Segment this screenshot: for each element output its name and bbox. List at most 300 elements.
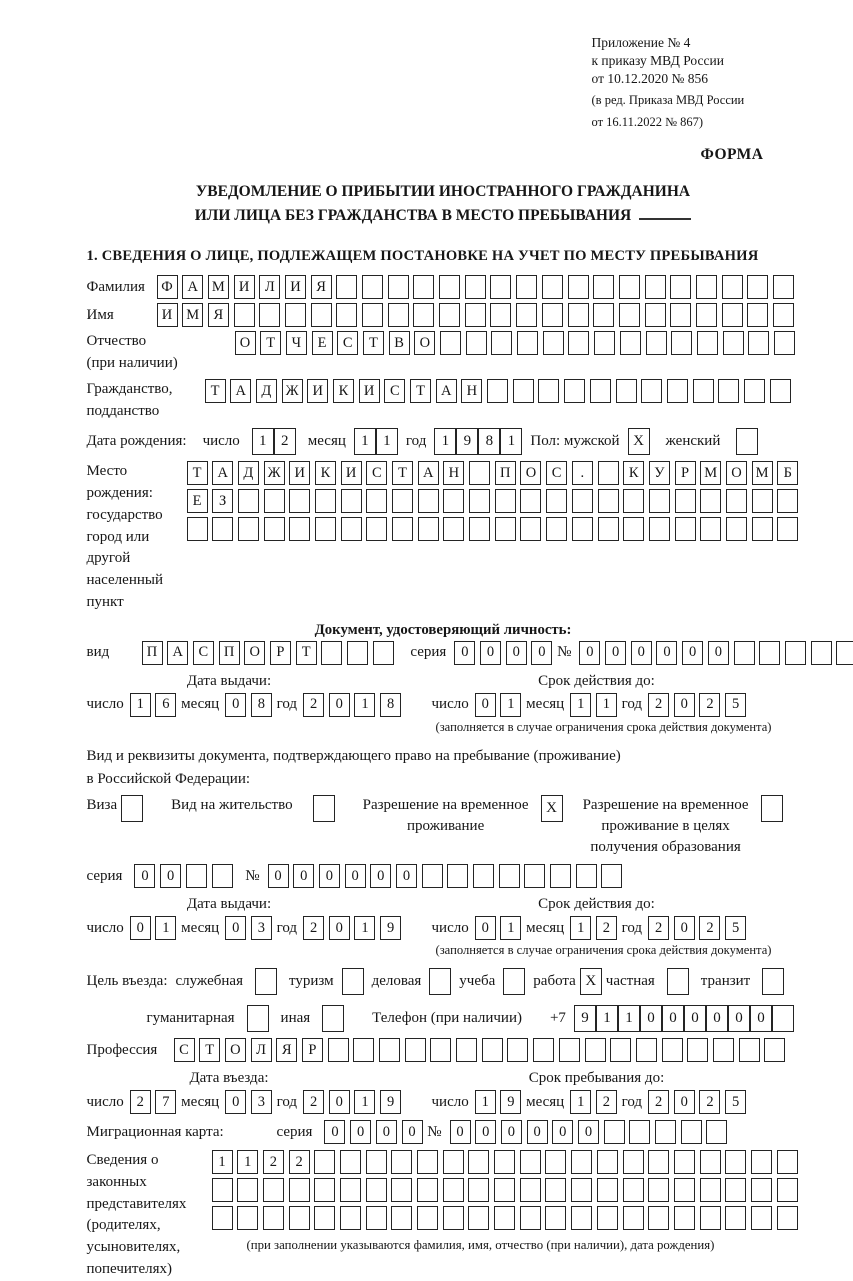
- profession-char-cell[interactable]: [687, 1038, 708, 1062]
- id-number-cell[interactable]: 0: [605, 641, 626, 665]
- representatives-char-cell[interactable]: [571, 1150, 592, 1174]
- surname-char-cell[interactable]: [465, 275, 486, 299]
- entry-month-cell[interactable]: 3: [251, 1090, 272, 1114]
- id-number-cell[interactable]: 0: [708, 641, 729, 665]
- stay-number-cell[interactable]: [550, 864, 571, 888]
- stay-number-cell[interactable]: [499, 864, 520, 888]
- representatives-char-cell[interactable]: [520, 1150, 541, 1174]
- id-kind-char-cell[interactable]: С: [193, 641, 214, 665]
- id-issue-day-cell[interactable]: 1: [130, 693, 151, 717]
- id-number-cell[interactable]: [811, 641, 832, 665]
- phone-digit-cell[interactable]: 0: [662, 1005, 684, 1032]
- firstname-char-cell[interactable]: [259, 303, 280, 327]
- patronymic-char-cell[interactable]: [774, 331, 795, 355]
- profession-char-cell[interactable]: Т: [199, 1038, 220, 1062]
- patronymic-char-cell[interactable]: [568, 331, 589, 355]
- stay-number-cell[interactable]: [422, 864, 443, 888]
- birth-place-char-cell[interactable]: [675, 517, 696, 541]
- citizenship-char-cell[interactable]: [538, 379, 559, 403]
- migration-number-cell[interactable]: 0: [450, 1120, 471, 1144]
- phone-digit-cell[interactable]: 1: [596, 1005, 618, 1032]
- patronymic-char-cell[interactable]: [671, 331, 692, 355]
- representatives-char-cell[interactable]: [417, 1206, 438, 1230]
- representatives-char-cell[interactable]: [571, 1206, 592, 1230]
- stay-until-day-cell[interactable]: 1: [475, 1090, 496, 1114]
- birth-place-char-cell[interactable]: [315, 489, 336, 513]
- migration-series-cell[interactable]: 0: [376, 1120, 397, 1144]
- representatives-char-cell[interactable]: [494, 1178, 515, 1202]
- firstname-char-cell[interactable]: [645, 303, 666, 327]
- representatives-char-cell[interactable]: [366, 1206, 387, 1230]
- citizenship-char-cell[interactable]: Н: [461, 379, 482, 403]
- stay-issue-year-cell[interactable]: 0: [329, 916, 350, 940]
- profession-char-cell[interactable]: [328, 1038, 349, 1062]
- birth-year-cell[interactable]: 1: [434, 428, 456, 455]
- purpose-private-checkbox-cell[interactable]: [667, 968, 689, 995]
- profession-char-cell[interactable]: [456, 1038, 477, 1062]
- profession-char-cell[interactable]: [405, 1038, 426, 1062]
- birth-place-char-cell[interactable]: И: [341, 461, 362, 485]
- stay-series-cell[interactable]: [186, 864, 207, 888]
- birth-place-char-cell[interactable]: [649, 489, 670, 513]
- profession-char-cell[interactable]: Л: [251, 1038, 272, 1062]
- birth-place-char-cell[interactable]: [469, 461, 490, 485]
- representatives-char-cell[interactable]: [700, 1178, 721, 1202]
- representatives-char-cell[interactable]: [212, 1178, 233, 1202]
- citizenship-char-cell[interactable]: А: [436, 379, 457, 403]
- stay-until-day-cell[interactable]: 9: [500, 1090, 521, 1114]
- surname-char-cell[interactable]: Ф: [157, 275, 178, 299]
- profession-char-cell[interactable]: О: [225, 1038, 246, 1062]
- representatives-char-cell[interactable]: [623, 1150, 644, 1174]
- firstname-char-cell[interactable]: [773, 303, 794, 327]
- id-number-cell[interactable]: [759, 641, 780, 665]
- surname-char-cell[interactable]: [619, 275, 640, 299]
- stay-number-cell[interactable]: [447, 864, 468, 888]
- stay-valid-month-cell[interactable]: 1: [570, 916, 591, 940]
- representatives-char-cell[interactable]: [700, 1150, 721, 1174]
- birth-place-char-cell[interactable]: П: [495, 461, 516, 485]
- birth-year-cell[interactable]: 8: [478, 428, 500, 455]
- purpose-work-checkbox-cell[interactable]: X: [580, 968, 602, 995]
- birth-place-char-cell[interactable]: Т: [187, 461, 208, 485]
- citizenship-char-cell[interactable]: [693, 379, 714, 403]
- stay-until-year-cell[interactable]: 2: [699, 1090, 720, 1114]
- id-kind-char-cell[interactable]: Р: [270, 641, 291, 665]
- firstname-char-cell[interactable]: [388, 303, 409, 327]
- profession-char-cell[interactable]: Р: [302, 1038, 323, 1062]
- representatives-char-cell[interactable]: [623, 1206, 644, 1230]
- stay-valid-day-cell[interactable]: 0: [475, 916, 496, 940]
- birth-place-char-cell[interactable]: [520, 489, 541, 513]
- surname-char-cell[interactable]: [413, 275, 434, 299]
- representatives-char-cell[interactable]: [289, 1206, 310, 1230]
- patronymic-char-cell[interactable]: [646, 331, 667, 355]
- entry-year-cell[interactable]: 2: [303, 1090, 324, 1114]
- birth-place-char-cell[interactable]: [315, 517, 336, 541]
- birth-place-char-cell[interactable]: [341, 517, 362, 541]
- id-series-cell[interactable]: 0: [480, 641, 501, 665]
- migration-number-cell[interactable]: [629, 1120, 650, 1144]
- surname-char-cell[interactable]: [568, 275, 589, 299]
- purpose-transit-checkbox-cell[interactable]: [762, 968, 784, 995]
- id-number-cell[interactable]: 0: [682, 641, 703, 665]
- entry-year-cell[interactable]: 0: [329, 1090, 350, 1114]
- phone-digit-cell[interactable]: [772, 1005, 794, 1032]
- profession-char-cell[interactable]: Я: [276, 1038, 297, 1062]
- id-valid-day-cell[interactable]: 1: [500, 693, 521, 717]
- stay-number-cell[interactable]: [576, 864, 597, 888]
- profession-char-cell[interactable]: [739, 1038, 760, 1062]
- representatives-char-cell[interactable]: [545, 1178, 566, 1202]
- birth-place-char-cell[interactable]: [418, 489, 439, 513]
- id-number-cell[interactable]: [734, 641, 755, 665]
- birth-place-char-cell[interactable]: З: [212, 489, 233, 513]
- birth-place-char-cell[interactable]: [572, 489, 593, 513]
- birth-place-char-cell[interactable]: С: [546, 461, 567, 485]
- patronymic-char-cell[interactable]: В: [389, 331, 410, 355]
- stay-series-cell[interactable]: 0: [160, 864, 181, 888]
- birth-place-char-cell[interactable]: Ж: [264, 461, 285, 485]
- birth-place-char-cell[interactable]: М: [700, 461, 721, 485]
- birth-place-char-cell[interactable]: [546, 489, 567, 513]
- firstname-char-cell[interactable]: [439, 303, 460, 327]
- firstname-char-cell[interactable]: [311, 303, 332, 327]
- birth-place-char-cell[interactable]: [777, 517, 798, 541]
- sex-male-checkbox-cell[interactable]: X: [628, 428, 650, 455]
- entry-year-cell[interactable]: 9: [380, 1090, 401, 1114]
- birth-place-char-cell[interactable]: [572, 517, 593, 541]
- stay-number-cell[interactable]: 0: [319, 864, 340, 888]
- id-issue-year-cell[interactable]: 1: [354, 693, 375, 717]
- migration-series-cell[interactable]: 0: [402, 1120, 423, 1144]
- firstname-char-cell[interactable]: [413, 303, 434, 327]
- stay-valid-month-cell[interactable]: 2: [596, 916, 617, 940]
- patronymic-char-cell[interactable]: [543, 331, 564, 355]
- stay-until-year-cell[interactable]: 5: [725, 1090, 746, 1114]
- id-valid-year-cell[interactable]: 2: [648, 693, 669, 717]
- profession-char-cell[interactable]: [507, 1038, 528, 1062]
- id-issue-month-cell[interactable]: 0: [225, 693, 246, 717]
- birth-place-char-cell[interactable]: К: [315, 461, 336, 485]
- birth-place-char-cell[interactable]: [726, 517, 747, 541]
- migration-series-cell[interactable]: 0: [350, 1120, 371, 1144]
- id-series-cell[interactable]: 0: [531, 641, 552, 665]
- phone-digit-cell[interactable]: 1: [618, 1005, 640, 1032]
- birth-year-cell[interactable]: 9: [456, 428, 478, 455]
- birth-place-char-cell[interactable]: [212, 517, 233, 541]
- representatives-char-cell[interactable]: [674, 1178, 695, 1202]
- birth-day-cell[interactable]: 1: [252, 428, 274, 455]
- firstname-char-cell[interactable]: [722, 303, 743, 327]
- patronymic-char-cell[interactable]: [697, 331, 718, 355]
- stay-issue-year-cell[interactable]: 1: [354, 916, 375, 940]
- birth-place-char-cell[interactable]: [675, 489, 696, 513]
- stay-issue-month-cell[interactable]: 0: [225, 916, 246, 940]
- patronymic-char-cell[interactable]: [723, 331, 744, 355]
- firstname-char-cell[interactable]: [465, 303, 486, 327]
- patronymic-char-cell[interactable]: [491, 331, 512, 355]
- citizenship-char-cell[interactable]: [744, 379, 765, 403]
- representatives-char-cell[interactable]: [700, 1206, 721, 1230]
- citizenship-char-cell[interactable]: С: [384, 379, 405, 403]
- citizenship-char-cell[interactable]: И: [359, 379, 380, 403]
- representatives-char-cell[interactable]: [340, 1206, 361, 1230]
- representatives-char-cell[interactable]: [391, 1178, 412, 1202]
- birth-place-char-cell[interactable]: [623, 489, 644, 513]
- representatives-char-cell[interactable]: 1: [212, 1150, 233, 1174]
- entry-year-cell[interactable]: 1: [354, 1090, 375, 1114]
- id-kind-char-cell[interactable]: П: [142, 641, 163, 665]
- representatives-char-cell[interactable]: [289, 1178, 310, 1202]
- stay-until-month-cell[interactable]: 1: [570, 1090, 591, 1114]
- surname-char-cell[interactable]: [362, 275, 383, 299]
- firstname-char-cell[interactable]: И: [157, 303, 178, 327]
- representatives-char-cell[interactable]: [520, 1206, 541, 1230]
- birth-place-char-cell[interactable]: [598, 461, 619, 485]
- id-issue-year-cell[interactable]: 8: [380, 693, 401, 717]
- representatives-char-cell[interactable]: [443, 1178, 464, 1202]
- surname-char-cell[interactable]: [336, 275, 357, 299]
- patronymic-char-cell[interactable]: Ч: [286, 331, 307, 355]
- firstname-char-cell[interactable]: [670, 303, 691, 327]
- profession-char-cell[interactable]: [353, 1038, 374, 1062]
- purpose-tourism-checkbox-cell[interactable]: [342, 968, 364, 995]
- stay-issue-day-cell[interactable]: 0: [130, 916, 151, 940]
- surname-char-cell[interactable]: [593, 275, 614, 299]
- temporary-residence-checkbox-cell[interactable]: X: [541, 795, 563, 822]
- citizenship-char-cell[interactable]: Т: [410, 379, 431, 403]
- profession-char-cell[interactable]: [662, 1038, 683, 1062]
- profession-char-cell[interactable]: [559, 1038, 580, 1062]
- patronymic-char-cell[interactable]: С: [337, 331, 358, 355]
- birth-place-char-cell[interactable]: У: [649, 461, 670, 485]
- birth-place-char-cell[interactable]: [777, 489, 798, 513]
- stay-number-cell[interactable]: 0: [345, 864, 366, 888]
- id-number-cell[interactable]: [785, 641, 806, 665]
- representatives-char-cell[interactable]: [674, 1150, 695, 1174]
- migration-number-cell[interactable]: 0: [552, 1120, 573, 1144]
- stay-number-cell[interactable]: 0: [370, 864, 391, 888]
- id-issue-day-cell[interactable]: 6: [155, 693, 176, 717]
- citizenship-char-cell[interactable]: К: [333, 379, 354, 403]
- id-number-cell[interactable]: 0: [579, 641, 600, 665]
- id-number-cell[interactable]: 0: [656, 641, 677, 665]
- birth-place-char-cell[interactable]: Б: [777, 461, 798, 485]
- phone-digit-cell[interactable]: 0: [750, 1005, 772, 1032]
- surname-char-cell[interactable]: И: [234, 275, 255, 299]
- birth-place-char-cell[interactable]: [598, 489, 619, 513]
- stay-series-cell[interactable]: [212, 864, 233, 888]
- surname-char-cell[interactable]: Я: [311, 275, 332, 299]
- id-series-cell[interactable]: 0: [506, 641, 527, 665]
- surname-char-cell[interactable]: [516, 275, 537, 299]
- id-issue-month-cell[interactable]: 8: [251, 693, 272, 717]
- stay-number-cell[interactable]: [524, 864, 545, 888]
- visa-checkbox-cell[interactable]: [121, 795, 143, 822]
- representatives-char-cell[interactable]: [545, 1150, 566, 1174]
- id-kind-char-cell[interactable]: [347, 641, 368, 665]
- birth-place-char-cell[interactable]: [392, 517, 413, 541]
- birth-place-char-cell[interactable]: [495, 489, 516, 513]
- stay-issue-month-cell[interactable]: 3: [251, 916, 272, 940]
- id-valid-day-cell[interactable]: 0: [475, 693, 496, 717]
- citizenship-char-cell[interactable]: [487, 379, 508, 403]
- citizenship-char-cell[interactable]: Ж: [282, 379, 303, 403]
- firstname-char-cell[interactable]: [696, 303, 717, 327]
- birth-place-char-cell[interactable]: М: [752, 461, 773, 485]
- birth-month-cell[interactable]: 1: [376, 428, 398, 455]
- representatives-char-cell[interactable]: [212, 1206, 233, 1230]
- patronymic-char-cell[interactable]: [517, 331, 538, 355]
- representatives-char-cell[interactable]: [263, 1178, 284, 1202]
- phone-digit-cell[interactable]: 9: [574, 1005, 596, 1032]
- id-number-cell[interactable]: [836, 641, 853, 665]
- birth-place-char-cell[interactable]: [623, 517, 644, 541]
- representatives-char-cell[interactable]: [648, 1150, 669, 1174]
- firstname-char-cell[interactable]: [490, 303, 511, 327]
- patronymic-char-cell[interactable]: Т: [363, 331, 384, 355]
- representatives-char-cell[interactable]: [777, 1150, 798, 1174]
- phone-digit-cell[interactable]: 0: [640, 1005, 662, 1032]
- birth-place-char-cell[interactable]: [443, 489, 464, 513]
- id-kind-char-cell[interactable]: П: [219, 641, 240, 665]
- birth-place-char-cell[interactable]: Е: [187, 489, 208, 513]
- birth-place-char-cell[interactable]: [546, 517, 567, 541]
- migration-number-cell[interactable]: [604, 1120, 625, 1144]
- patronymic-char-cell[interactable]: [620, 331, 641, 355]
- id-issue-year-cell[interactable]: 2: [303, 693, 324, 717]
- representatives-char-cell[interactable]: 1: [237, 1150, 258, 1174]
- residence-permit-checkbox-cell[interactable]: [313, 795, 335, 822]
- representatives-char-cell[interactable]: [366, 1178, 387, 1202]
- profession-char-cell[interactable]: [636, 1038, 657, 1062]
- birth-place-char-cell[interactable]: [469, 489, 490, 513]
- surname-char-cell[interactable]: Л: [259, 275, 280, 299]
- citizenship-char-cell[interactable]: А: [230, 379, 251, 403]
- birth-place-char-cell[interactable]: [392, 489, 413, 513]
- birth-place-char-cell[interactable]: [289, 489, 310, 513]
- purpose-official-checkbox-cell[interactable]: [255, 968, 277, 995]
- surname-char-cell[interactable]: [542, 275, 563, 299]
- birth-place-char-cell[interactable]: [520, 517, 541, 541]
- stay-until-year-cell[interactable]: 0: [674, 1090, 695, 1114]
- id-kind-char-cell[interactable]: [373, 641, 394, 665]
- representatives-char-cell[interactable]: [648, 1206, 669, 1230]
- profession-char-cell[interactable]: С: [174, 1038, 195, 1062]
- birth-place-char-cell[interactable]: Н: [443, 461, 464, 485]
- citizenship-char-cell[interactable]: Д: [256, 379, 277, 403]
- migration-number-cell[interactable]: [706, 1120, 727, 1144]
- sex-female-checkbox-cell[interactable]: [736, 428, 758, 455]
- id-series-cell[interactable]: 0: [454, 641, 475, 665]
- profession-char-cell[interactable]: [430, 1038, 451, 1062]
- representatives-char-cell[interactable]: [674, 1206, 695, 1230]
- migration-number-cell[interactable]: 0: [501, 1120, 522, 1144]
- citizenship-char-cell[interactable]: [770, 379, 791, 403]
- entry-month-cell[interactable]: 0: [225, 1090, 246, 1114]
- birth-place-char-cell[interactable]: [366, 517, 387, 541]
- stay-series-cell[interactable]: 0: [134, 864, 155, 888]
- representatives-char-cell[interactable]: [443, 1150, 464, 1174]
- citizenship-char-cell[interactable]: [616, 379, 637, 403]
- representatives-char-cell[interactable]: [340, 1150, 361, 1174]
- firstname-char-cell[interactable]: [568, 303, 589, 327]
- birth-place-char-cell[interactable]: [341, 489, 362, 513]
- representatives-char-cell[interactable]: [725, 1206, 746, 1230]
- representatives-char-cell[interactable]: [494, 1150, 515, 1174]
- surname-char-cell[interactable]: [439, 275, 460, 299]
- citizenship-char-cell[interactable]: [564, 379, 585, 403]
- representatives-char-cell[interactable]: [366, 1150, 387, 1174]
- birth-place-char-cell[interactable]: [238, 517, 259, 541]
- phone-digit-cell[interactable]: 0: [728, 1005, 750, 1032]
- phone-digit-cell[interactable]: 0: [706, 1005, 728, 1032]
- representatives-char-cell[interactable]: [725, 1150, 746, 1174]
- representatives-char-cell[interactable]: [777, 1178, 798, 1202]
- migration-number-cell[interactable]: 0: [475, 1120, 496, 1144]
- surname-char-cell[interactable]: [722, 275, 743, 299]
- representatives-char-cell[interactable]: [314, 1206, 335, 1230]
- citizenship-char-cell[interactable]: [513, 379, 534, 403]
- birth-place-char-cell[interactable]: [598, 517, 619, 541]
- birth-place-char-cell[interactable]: [418, 517, 439, 541]
- citizenship-char-cell[interactable]: [667, 379, 688, 403]
- birth-place-char-cell[interactable]: [264, 517, 285, 541]
- profession-char-cell[interactable]: [482, 1038, 503, 1062]
- birth-place-char-cell[interactable]: Р: [675, 461, 696, 485]
- stay-issue-day-cell[interactable]: 1: [155, 916, 176, 940]
- birth-place-char-cell[interactable]: [238, 489, 259, 513]
- representatives-char-cell[interactable]: [751, 1206, 772, 1230]
- id-valid-year-cell[interactable]: 2: [699, 693, 720, 717]
- birth-place-char-cell[interactable]: [752, 517, 773, 541]
- stay-valid-year-cell[interactable]: 2: [648, 916, 669, 940]
- birth-place-char-cell[interactable]: [495, 517, 516, 541]
- stay-number-cell[interactable]: [601, 864, 622, 888]
- surname-char-cell[interactable]: М: [208, 275, 229, 299]
- birth-place-char-cell[interactable]: О: [726, 461, 747, 485]
- entry-day-cell[interactable]: 2: [130, 1090, 151, 1114]
- birth-place-char-cell[interactable]: О: [520, 461, 541, 485]
- patronymic-char-cell[interactable]: [594, 331, 615, 355]
- stay-issue-year-cell[interactable]: 2: [303, 916, 324, 940]
- birth-place-char-cell[interactable]: .: [572, 461, 593, 485]
- migration-number-cell[interactable]: [655, 1120, 676, 1144]
- id-valid-month-cell[interactable]: 1: [596, 693, 617, 717]
- patronymic-char-cell[interactable]: [748, 331, 769, 355]
- citizenship-char-cell[interactable]: [590, 379, 611, 403]
- birth-place-char-cell[interactable]: [700, 489, 721, 513]
- birth-place-char-cell[interactable]: Д: [238, 461, 259, 485]
- firstname-char-cell[interactable]: [619, 303, 640, 327]
- surname-char-cell[interactable]: А: [182, 275, 203, 299]
- firstname-char-cell[interactable]: [542, 303, 563, 327]
- birth-place-char-cell[interactable]: [443, 517, 464, 541]
- representatives-char-cell[interactable]: [468, 1178, 489, 1202]
- patronymic-char-cell[interactable]: [440, 331, 461, 355]
- birth-year-cell[interactable]: 1: [500, 428, 522, 455]
- id-issue-year-cell[interactable]: 0: [329, 693, 350, 717]
- representatives-char-cell[interactable]: [314, 1150, 335, 1174]
- stay-number-cell[interactable]: 0: [396, 864, 417, 888]
- representatives-char-cell[interactable]: [237, 1178, 258, 1202]
- representatives-char-cell[interactable]: [237, 1206, 258, 1230]
- stay-until-year-cell[interactable]: 2: [648, 1090, 669, 1114]
- profession-char-cell[interactable]: [585, 1038, 606, 1062]
- surname-char-cell[interactable]: [670, 275, 691, 299]
- id-kind-char-cell[interactable]: А: [167, 641, 188, 665]
